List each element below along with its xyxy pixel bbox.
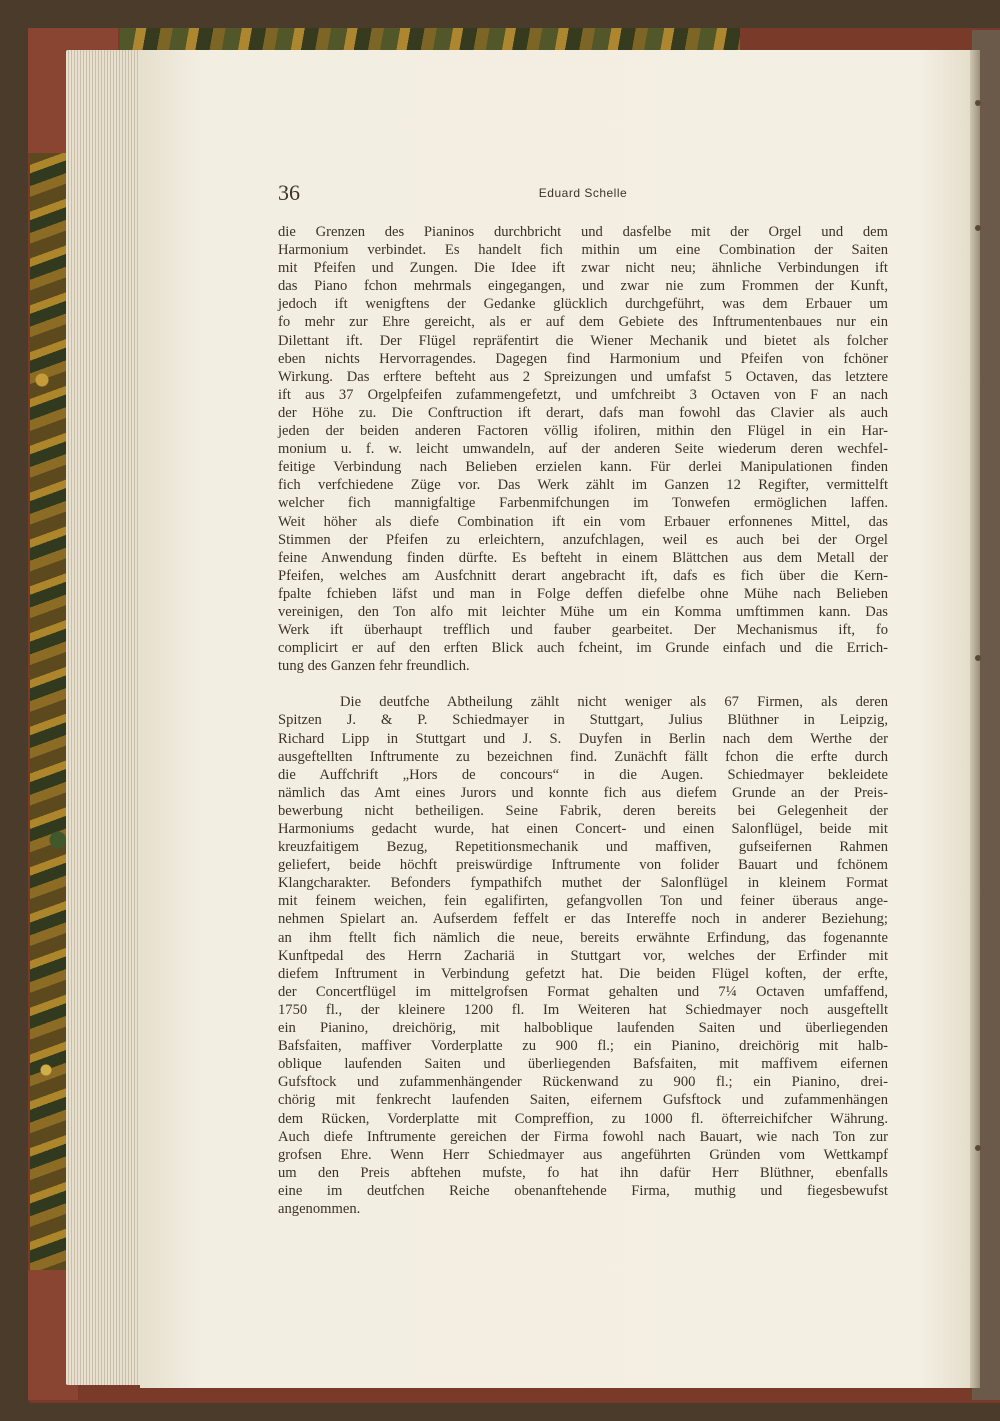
text-line: ausgeftellten Inftrumente zu bezeichnen find. Zunächft fällt fchon die erfte durch — [278, 748, 888, 765]
text-line: Richard Lipp in Stuttgart und J. S. Duyfen in Berlin nach dem Werthe der — [278, 730, 888, 747]
text-line: das Piano fchon mehrmals eingegangen, und zwar nie zum Frommen der Kunft, — [278, 278, 888, 295]
text-line: grofsen Ehre. Wenn Herr Schiedmayer aus angeführten Gründen vom Wettkampf — [278, 1146, 888, 1163]
text-line: Harmoniums gedacht wurde, hat einen Concert- und einen Salonflügel, beide mit — [278, 821, 888, 837]
text-line: Wirkung. Das erftere befteht aus 2 Spreizungen und umfafst 5 Octaven, das letztere — [278, 368, 888, 385]
text-line: tung des Ganzen fehr freundlich. — [278, 658, 470, 675]
text-line: an ihm ftellt fich nämlich die neue, bereits erwähnte Erfindung, das fogenannte — [278, 929, 888, 946]
text-line: 1750 fl., der kleinere 1200 fl. Im Weiteren hat Schiedmayer noch ausgeftellt — [278, 1001, 888, 1018]
paragraph — [278, 693, 888, 1218]
text-line: dem Rücken, Vorderplatte mit Compreffion, zu 1000 fl. öfterreichifcher Währung. — [278, 1110, 888, 1127]
text-line: Klangcharakter. Befonders fympathifch muthet der Salonflügel in kleinem Format — [278, 875, 888, 892]
text-line: jeden der beiden anderen Factoren völlig ifoliren, mithin den Flügel in ein Har- — [278, 423, 888, 440]
text-line: Werk ift überhaupt trefflich und fauber gearbeitet. Der Mechanismus ift, fo — [278, 622, 888, 639]
text-line: Dilettant ift. Der Flügel repräfentirt die Wiener Mechanik und bietet als folcher — [278, 332, 888, 349]
text-line: chörig mit fenkrecht laufenden Saiten, eifernem Gufsftock und zufammenhängen — [278, 1092, 888, 1109]
text-line: eine im deutfchen Reiche obenanftehende Firma, muthig und fiegesbewufst — [278, 1182, 888, 1199]
text-line: Kunftpedal des Herrn Zachariä in Stuttgart vor, welches der Erfinder mit — [278, 947, 888, 964]
margin-mark — [975, 100, 981, 106]
text-line: Auch diefe Inftrumente gereichen der Firma fowohl nach Bauart, wie nach Ton zur — [278, 1128, 888, 1145]
text-line: Pfeifen, welches am Ausfchnitt derart angebracht ift, dafs es fich über die Kern- — [278, 567, 888, 584]
text-line: Gufsftock und zufammenhängender Rückenwand zu 900 fl.; ein Pianino, drei- — [278, 1074, 888, 1091]
text-line: jedoch ift wenigftens der Gedanke glücklich durchgeführt, was dem Erbauer um — [278, 296, 888, 313]
running-head: Eduard Schelle — [538, 186, 628, 200]
text-line: nämlich das Amt eines Jurors und konnte fich aus diefem Grunde an der Preis- — [278, 784, 888, 801]
text-line: oblique laufenden Saiten und überliegenden Bafsfaiten, mit maffivem eifernen — [278, 1056, 888, 1073]
text-line: der Concertflügel im mittelgrofsen Format gehalten und 7¼ Octaven umfaffend, — [278, 983, 888, 1000]
text-line: fo mehr zur Ehre gereicht, als er auf dem Gebiete des Inftrumentenbaues nur ein — [278, 314, 888, 331]
text-line: Bafsfaiten, maffiver Vorderplatte zu 900 fl.; ein Pianino, dreichörig mit halb- — [278, 1038, 888, 1055]
text-line: bewerbung nicht betheiligen. Seine Fabrik, deren bereits bei Gelegenheit der — [278, 802, 888, 819]
text-line: complicirt er auf den erften Blick auch fcheint, im Grunde einfach und die Errich- — [278, 640, 888, 657]
page-edges — [66, 50, 146, 1385]
text-line: ein Pianino, dreichörig, mit halboblique laufenden Saiten und überliegenden — [278, 1020, 888, 1037]
margin-mark — [975, 655, 981, 661]
text-line: die Grenzen des Pianinos durchbricht und dasfelbe mit der Orgel und dem — [278, 224, 888, 240]
text-line: feine Anwendung finden dürfte. Es befteht in einem Blättchen aus dem Metall der — [278, 549, 888, 566]
text-line: die Auffchrift „Hors de concours“ in die Augen. Schiedmayer bekleidete — [278, 766, 888, 783]
text-line: fpalte fchieben läfst und man in Folge deffen diefelbe ohne Mühe nach Belieben — [278, 585, 888, 602]
text-line: Weit höher als diefe Combination ift ein vom Erbauer erfonnenes Mittel, das — [278, 513, 888, 530]
margin-mark — [975, 1145, 981, 1151]
text-line: monium u. f. w. leicht umwandeln, auf der anderen Seite wiederum deren wechfel- — [278, 441, 888, 458]
text-line: diefem Inftrument in Verbindung gefetzt hat. Die beiden Flügel koften, der erfte, — [278, 965, 888, 982]
text-line: der Höhe zu. Die Conftruction ift derart, dafs man fowohl das Clavier als auch — [278, 404, 888, 421]
text-line: angenommen. — [278, 1200, 361, 1217]
text-line: ift aus 37 Orgelpfeifen zufammengefetzt, und umfchreibt 3 Octaven von F an nach — [278, 386, 888, 403]
page-number: 36 — [278, 180, 300, 205]
text-line: geliefert, beide höchft preiswürdige Inftrumente von folider Bauart und fchönem — [278, 857, 888, 874]
page-gutter — [970, 50, 980, 1388]
text-line: Die deutfche Abtheilung zählt nicht weniger als 67 Firmen, als deren — [340, 694, 888, 711]
text-line: nehmen Spielart an. Aufserdem feffelt er das Intereffe noch in anderer Beziehung; — [278, 911, 888, 928]
paragraph — [278, 223, 888, 675]
text-line: kreuzfaitigem Bezug, Repetitionsmechanik und maffiven, gufseifernen Rahmen — [278, 839, 888, 856]
text-line: fich verfchiedene Züge vor. Das Werk zählt im Ganzen 12 Regifter, vermittelft — [278, 477, 888, 494]
page-header — [278, 180, 888, 206]
body-text — [278, 223, 888, 1218]
text-line: Spitzen J. & P. Schiedmayer in Stuttgart, Julius Blüthner in Leipzig, — [278, 712, 888, 729]
text-line: um den Preis abftehen mufste, fo hat ihn dafür Herr Blüthner, ebenfalls — [278, 1164, 888, 1181]
text-line: mit feinem weichen, fein egalifirten, gefangvollen Ton und feiner überaus ange- — [278, 893, 888, 910]
text-line: vereinigen, den Ton alfo mit leichter Mühe um ein Komma umftimmen kann. Das — [278, 603, 888, 620]
text-line: welcher fich mannigfaltige Farbenmifchungen im Tonwefen ermöglichen laffen. — [278, 495, 888, 512]
marbled-board-side — [30, 150, 70, 1300]
text-line: Stimmen der Pfeifen zu erleichtern, anzufchlagen, weil es auch bei der Orgel — [278, 531, 888, 548]
text-line: mit Pfeifen und Zungen. Die Idee ift zwar nicht neu; ähnliche Verbindungen ift — [278, 260, 888, 277]
text-line: eben nichts Hervorragendes. Dagegen find Harmonium und Pfeifen von fchöner — [278, 350, 888, 367]
text-line: feitige Verbindung nach Belieben erzielen kann. Für derlei Manipulationen finden — [278, 459, 888, 476]
margin-mark — [975, 225, 981, 231]
paragraph-gap — [278, 675, 888, 693]
text-line: Harmonium verbindet. Es handelt fich mithin um eine Combination der Saiten — [278, 242, 888, 259]
